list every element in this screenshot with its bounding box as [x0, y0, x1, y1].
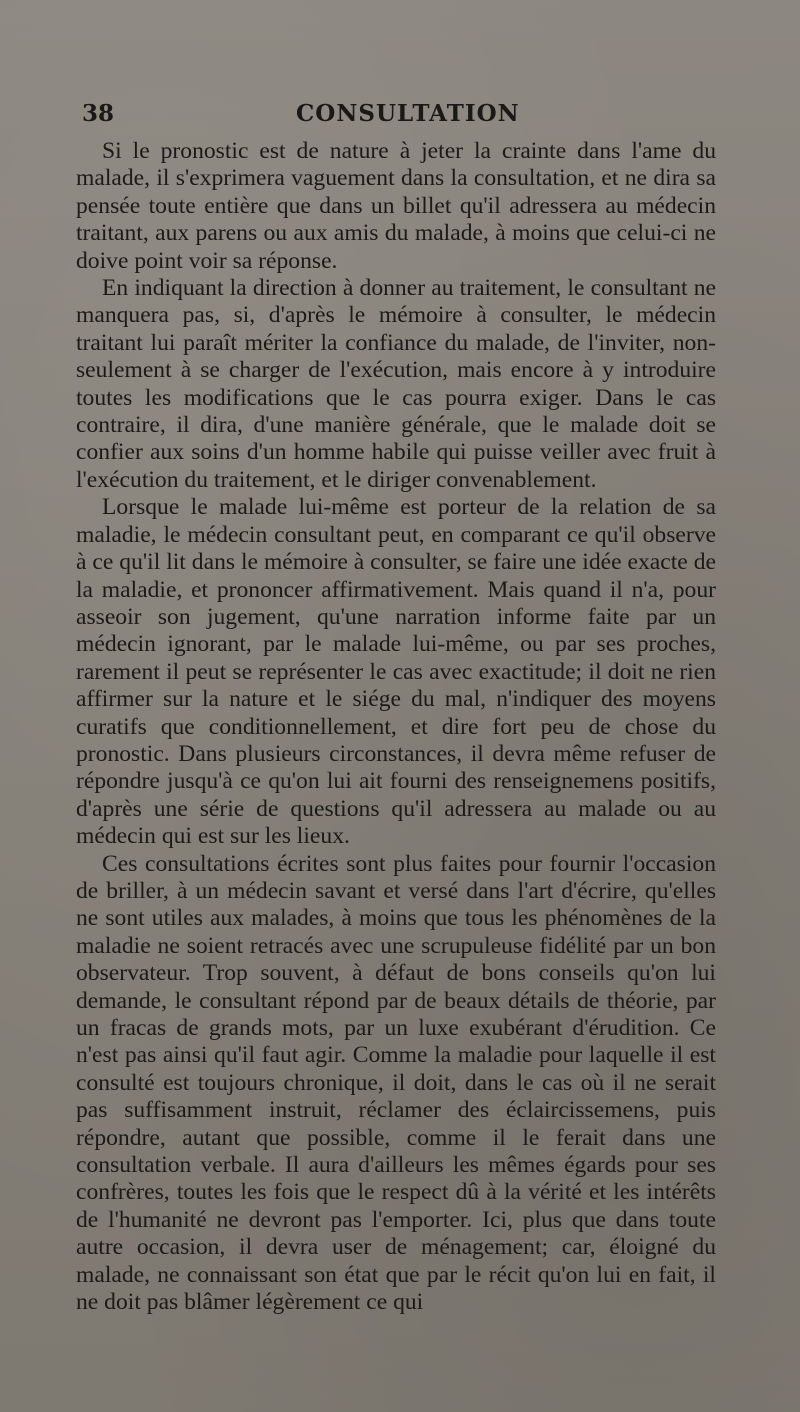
running-head: CONSULTATION	[296, 100, 520, 127]
paragraph-prognosis: Si le pronostic est de nature à jeter la crainte dans l'ame du malade, il s'exprimera vaguement dans la consultation, et ne dira sa pensée toute entière que dans un billet qu'il adressera au médecin traitant, aux parens ou aux amis du malade, à moins que celui-ci ne doive point voir sa réponse.	[76, 138, 716, 274]
paragraph-treatment-direction: En indiquant la direction à donner au traitement, le consultant ne manquera pas, si, d'après le mémoire à consulter, le médecin traitant lui paraît mériter la confiance du malade, de l'inviter, non-seulement à se charger de l'exécution, mais encore à y introduire toutes les modifications que le cas pourra exiger. Dans le cas contraire, il dira, d'une manière générale, que le malade doit se confier aux soins d'un homme habile qui puisse veiller avec fruit à l'exécution du traitement, et le diriger convenablement.	[76, 275, 716, 493]
paragraph-written-consultations: Ces consultations écrites sont plus faites pour fournir l'occasion de briller, à un médecin savant et versé dans l'art d'écrire, qu'elles ne sont utiles aux malades, à moins que tous les phénomènes de la maladie ne soient retracés avec une scrupuleuse fidélité par un bon observateur. Trop souvent, à défaut de bons conseils qu'on lui demande, le consultant répond par de beaux détails de théorie, par un fracas de grands mots, par un luxe exubérant d'érudition. Ce n'est pas ainsi qu'il faut agir. Comme la maladie pour laquelle il est consulté est toujours chronique, il doit, dans le cas où il ne serait pas suffisamment instruit, réclamer des éclaircissemens, puis répondre, autant que possible, comme il le ferait dans une consultation verbale. Il aura d'ailleurs les mêmes égards pour ses confrères, toutes les fois que le respect dû à la vérité et les intérêts de l'humanité ne devront pas l'emporter. Ici, plus que dans toute autre occasion, il devra user de ménagement; car, éloigné du malade, ne connaissant son état que par le récit qu'on lui en fait, il ne doit pas blâmer légèrement ce qui	[76, 850, 716, 1316]
body-text	[76, 138, 716, 1316]
paragraph-patient-relation: Lorsque le malade lui-même est porteur de la relation de sa maladie, le médecin consultant peut, en comparant ce qu'il observe à ce qu'il lit dans le mémoire à consulter, se faire une idée exacte de la maladie, et prononcer affirmativement. Mais quand il n'a, pour asseoir son jugement, qu'une narration informe faite par un médecin ignorant, par le malade lui-même, ou par ses proches, rarement il peut se représenter le cas avec exactitude; il doit ne rien affirmer sur la nature et le siége du mal, n'indiquer des moyens curatifs que conditionnellement, et dire fort peu de chose du pronostic. Dans plusieurs circonstances, il devra même refuser de répondre jusqu'à ce qu'on lui ait fourni des renseignemens positifs, d'après une série de questions qu'il adressera au malade ou au médecin qui est sur les lieux.	[76, 494, 716, 850]
page-header	[0, 100, 800, 134]
page-number: 38	[82, 100, 115, 127]
